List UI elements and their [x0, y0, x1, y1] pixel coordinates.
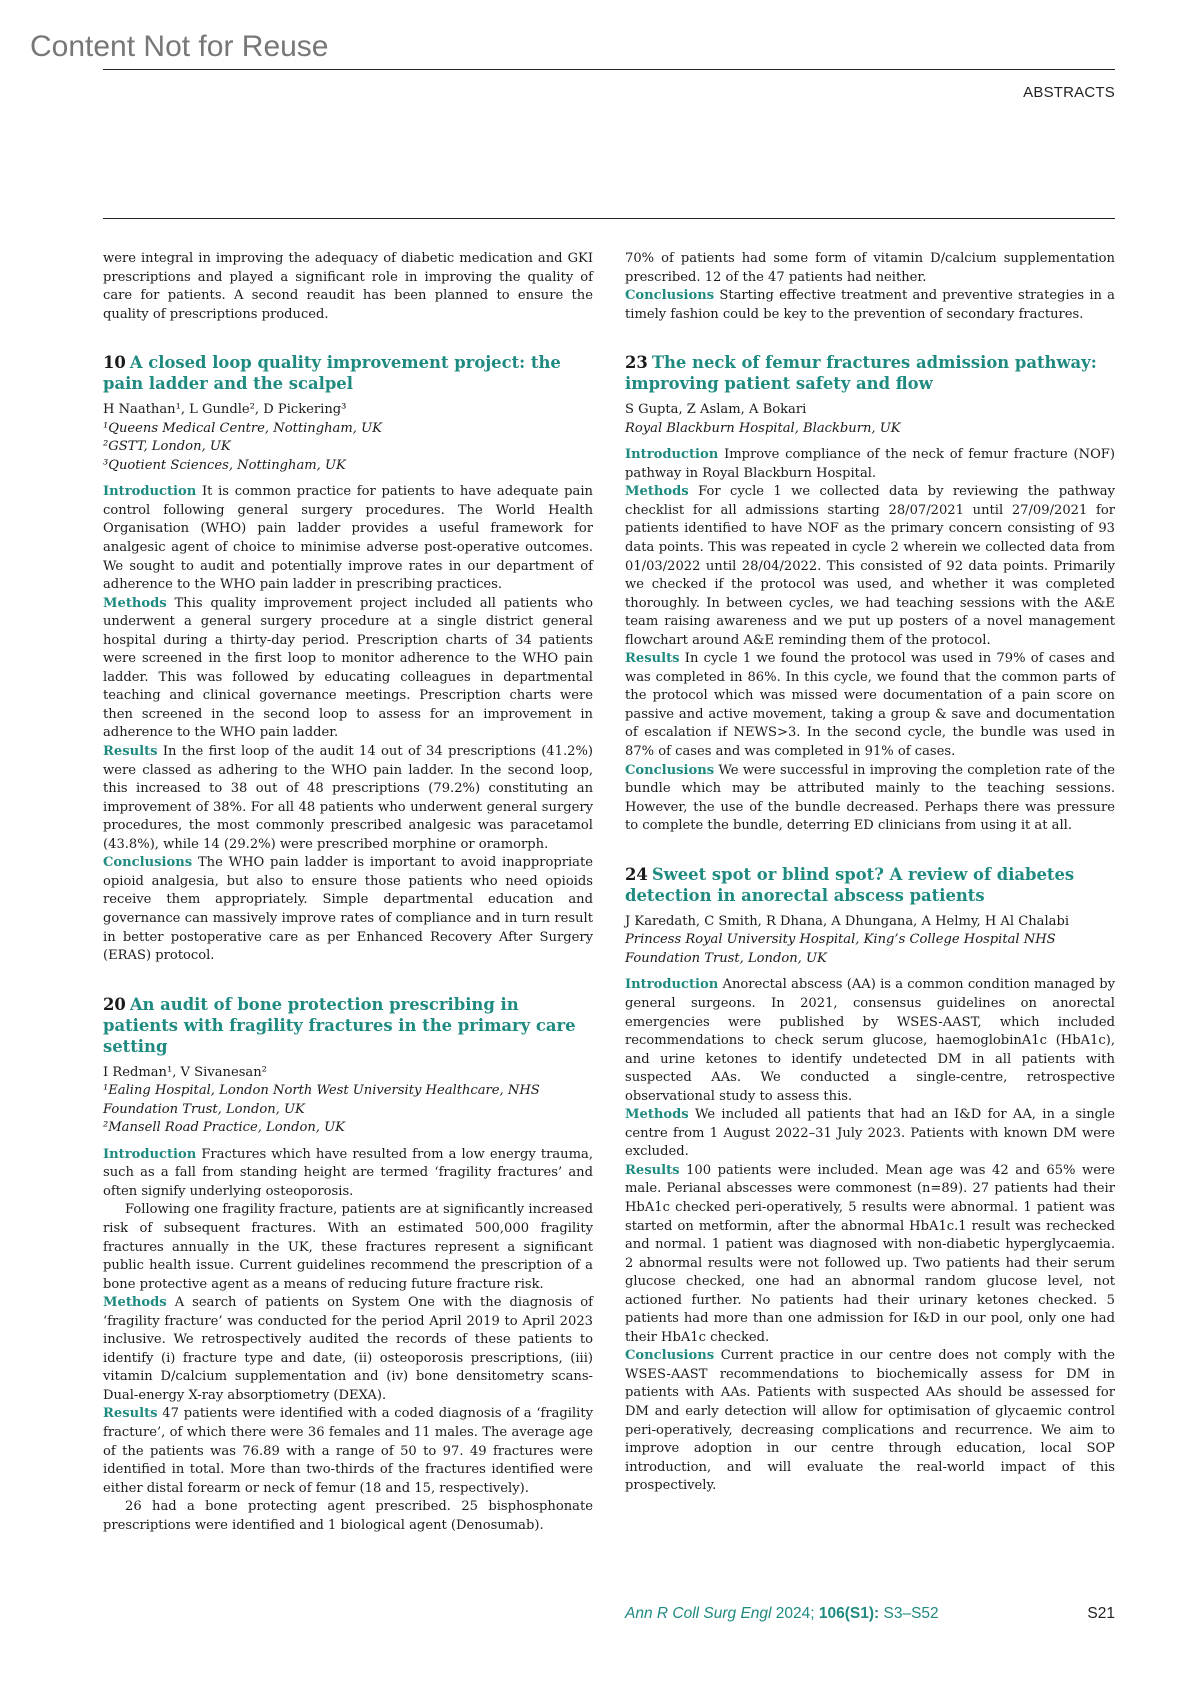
results-paragraph	[625, 1162, 1115, 1347]
conclusions-paragraph	[625, 762, 1115, 836]
section-text: We included all patients that had an I&D for AA, in a single centre from 1 August 2022–31 July 2023. Patients with known DM were excluded.	[625, 1107, 1115, 1160]
section-text: For cycle 1 we collected data by reviewing the pathway checklist for all admissions starting 28/07/2021 until 27/09/2021 for patients identified to have NOF as the primary concern consisting of 93 data points. This was repeated in cycle 2 wherein we collected data from 01/03/2022 until 28/04/2022. This consisted of 92 data points. Primarily we checked if the protocol was used, and whether it was completed thoroughly. In between cycles, we had teaching sessions with the A&E team raising awareness and we put up posters of a novel management flowchart around A&E reminding them of the protocol.	[625, 484, 1115, 648]
affiliations	[103, 1082, 593, 1138]
section-label: Introduction	[103, 1146, 197, 1162]
authors: S Gupta, Z Aslam, A Bokari	[625, 402, 807, 418]
methods-paragraph	[103, 595, 593, 743]
abstract-title	[103, 994, 593, 1057]
abstract-title-text: The neck of femur fractures admission pathway: improving patient safety and flow	[625, 353, 1097, 394]
authors: I Redman¹, V Sivanesan²	[103, 1064, 267, 1080]
abstract-title	[625, 352, 1115, 394]
methods-paragraph	[625, 1106, 1115, 1162]
section-label: Conclusions	[625, 1348, 715, 1364]
section-text: The WHO pain ladder is important to avoid inappropriate opioid analgesia, but also to ensure those patients who need opioids receive them appropriately. Simple departmental education and governance can massively improve rates of compliance and in turn result in better postoperative care as per Enhanced Recovery After Surgery (ERAS) protocol.	[103, 855, 593, 964]
section-label: Introduction	[625, 977, 719, 993]
continuation-text: were integral in improving the adequacy of diabetic medication and GKI prescriptions and played a significant role in improving the quality of care for patients. A second reaudit has been planned to ensure the quality of prescriptions produced.	[103, 251, 593, 322]
affiliations	[103, 420, 593, 476]
section-text: In cycle 1 we found the protocol was used in 79% of cases and was completed in 86%. In this cycle, we found that the common parts of the protocol which was missed were documentation of a pain score on passive and active movement, taking a group & save and documentation of escalation if NEWS>3. In the second cycle, the bundle was used in 87% of cases and was completed in 91% of cases.	[625, 651, 1115, 760]
top-rule	[103, 69, 1115, 70]
section-label: Introduction	[103, 484, 197, 500]
section-text: This quality improvement project included all patients who underwent a general surgery procedure at a single district general hospital during a thirty-day period. Prescription charts of 34 patients were screened in the first loop to monitor adherence to the WHO pain ladder. This was followed by educating colleagues in departmental teaching and clinical governance meetings. Prescription charts were then screened in the second loop to assess for an improvement in adherence to the WHO pain ladder.	[103, 595, 593, 741]
journal-name: Ann R Coll Surg Engl	[625, 1605, 772, 1622]
section-text: It is common practice for patients to have adequate pain control following general surgery procedures. The World Health Organisation (WHO) pain ladder provides a useful framework for analgesic agent of choice to minimise adverse post-operative outcomes. We sought to audit and potentially improve rates in our department of adherence to the WHO pain ladder in prescribing practices.	[103, 484, 593, 593]
abstract-10	[103, 352, 593, 965]
introduction-paragraph	[625, 446, 1115, 483]
introduction-paragraph	[625, 976, 1115, 1106]
abstract-number: 23	[625, 353, 648, 373]
affiliation: Princess Royal University Hospital, King’s College Hospital NHS Foundation Trust, London, UK	[625, 932, 1056, 966]
journal-volume: 106(S1):	[818, 1605, 880, 1622]
section-label: Results	[625, 1162, 680, 1178]
journal-year: 2024;	[771, 1605, 819, 1622]
introduction-paragraph-2: Following one fragility fracture, patients are at significantly increased risk of subsequent fractures. With an estimated 500,000 fragility fractures annually in the UK, these fractures represent a significant public health issue. Current guidelines recommend the prescription of a bone protective agent as a means of reducing future fracture risk.	[103, 1202, 593, 1292]
abstract-title-text: A closed loop quality improvement project: the pain ladder and the scalpel	[103, 353, 561, 394]
section-label: Conclusions	[103, 855, 193, 871]
section-label: Methods	[103, 595, 167, 611]
affiliations	[625, 931, 1115, 968]
abstract-24	[625, 864, 1115, 1496]
authors: H Naathan¹, L Gundle², D Pickering³	[103, 402, 347, 418]
section-text: Current practice in our centre does not comply with the WSES-AAST recommendations to biochemically assess for DM in patients with AAs. Patients with suspected AAs should be assessed for DM and early detection will allow for optimisation of glycaemic control peri-operatively, decreasing complications and recurrence. We aim to improve adoption in our centre through education, local SOP introduction, and will evaluate the real-world impact of this prospectively.	[625, 1348, 1115, 1494]
methods-paragraph	[103, 1294, 593, 1405]
header-bottom-rule	[103, 218, 1115, 219]
abstract-20	[103, 994, 593, 1536]
abstract-title	[625, 864, 1115, 906]
affiliations	[625, 420, 1115, 439]
results-paragraph	[103, 743, 593, 854]
introduction-paragraph	[103, 1146, 593, 1202]
introduction-paragraph	[103, 483, 593, 594]
section-label: Results	[103, 744, 158, 760]
abstract-title	[103, 352, 593, 394]
affiliation: ¹Ealing Hospital, London North West University Healthcare, NHS Foundation Trust, London, UK	[103, 1083, 540, 1117]
section-label: Introduction	[625, 447, 719, 463]
abstract-title-text: Sweet spot or blind spot? A review of diabetes detection in anorectal abscess patients	[625, 864, 1075, 905]
section-label: Conclusions	[625, 288, 715, 304]
abstract-number: 10	[103, 353, 126, 373]
section-text: 47 patients were identified with a coded diagnosis of a ‘fragility fracture’, of which there were 36 females and 11 males. The average age of the patients was 76.89 with a range of 50 to 97. 49 fractures were identified in total. More than two-thirds of the fractures identified were either distal forearm or neck of femur (18 and 15, respectively).	[103, 1406, 593, 1496]
authors: J Karedath, C Smith, R Dhana, A Dhungana, A Helmy, H Al Chalabi	[625, 913, 1070, 929]
affiliation: ¹Queens Medical Centre, Nottingham, UK	[103, 420, 382, 436]
page-number: S21	[1087, 1605, 1115, 1622]
section-text: Starting effective treatment and preventive strategies in a timely fashion could be key to the prevention of secondary fractures.	[625, 288, 1115, 322]
affiliation: ²Mansell Road Practice, London, UK	[103, 1120, 345, 1136]
abstract-23	[625, 352, 1115, 836]
section-label: Results	[625, 651, 680, 667]
section-text: Anorectal abscess (AA) is a common condition managed by general surgeons. In 2021, consensus guidelines on anorectal emergencies were published by WSES-AAST, which included recommendations to check serum glucose, haemoglobinA1c (HbA1c), and urine ketones to identify undetected DM in all patients with suspected AAs. We conducted a single-centre, retrospective observational study to assess this.	[625, 977, 1115, 1104]
section-label: Methods	[103, 1295, 167, 1311]
results-paragraph	[625, 650, 1115, 761]
section-label: Conclusions	[625, 762, 715, 778]
right-column	[625, 250, 1115, 1496]
methods-paragraph	[625, 483, 1115, 650]
results-paragraph-2: 26 had a bone protecting agent prescribed. 25 bisphosphonate prescriptions were identified and 1 biological agent (Denosumab).	[103, 1499, 593, 1533]
continuation-text: 70% of patients had some form of vitamin D/calcium supplementation prescribed. 12 of the 47 patients had neither.	[625, 251, 1115, 285]
section-text: We were successful in improving the completion rate of the bundle which may be attributed mainly to the teaching sessions. However, the use of the bundle decreased. Perhaps there was pressure to complete the bundle, deterring ED clinicians from using it at all.	[625, 762, 1115, 834]
abstract-number: 20	[103, 994, 126, 1014]
abstract-number: 24	[625, 864, 648, 884]
section-label: Results	[103, 1406, 158, 1422]
continuation-conclusions	[625, 287, 1115, 324]
conclusions-paragraph	[625, 1347, 1115, 1495]
conclusions-paragraph	[103, 854, 593, 965]
section-label: Methods	[625, 484, 689, 500]
affiliation: Royal Blackburn Hospital, Blackburn, UK	[625, 420, 901, 436]
section-label: Methods	[625, 1107, 689, 1123]
section-text: 100 patients were included. Mean age was 42 and 65% were male. Perianal abscesses were commonest (n=89). 27 patients had their HbA1c checked peri-operatively, 5 results were abnormal. 1 patient was started on metformin, after the abnormal HbA1c.1 result was rechecked and normal. 1 patient was diagnosed with non-diabetic hyperglycaemia. 2 abnormal results were not followed up. Two patients had their serum glucose checked, one had an abnormal random glucose level, not actioned further. No patients had their urinary ketones checked. 5 patients had more than one admission for I&D in our pool, only one had their HbA1c checked.	[625, 1162, 1115, 1345]
affiliation: ²GSTT, London, UK	[103, 439, 231, 455]
results-paragraph	[103, 1405, 593, 1498]
journal-pages: S3–S52	[879, 1605, 939, 1622]
section-text: In the first loop of the audit 14 out of 34 prescriptions (41.2%) were classed as adhering to the WHO pain ladder. In the second loop, this increased to 38 out of 48 prescriptions (79.2%) constituting an improvement of 38%. For all 48 patients who underwent general surgery procedures, the most commonly prescribed analgesic was paracetamol (43.8%), while 14 (29.2%) were prescribed morphine or oramorph.	[103, 744, 594, 852]
abstract-title-text: An audit of bone protection prescribing in patients with fragility fractures in the primary care setting	[103, 994, 576, 1056]
section-text: A search of patients on System One with the diagnosis of ‘fragility fracture’ was conducted for the period April 2019 to April 2023 inclusive. We retrospectively audited the records of these patients to identify (i) fracture type and date, (ii) osteoporosis prescriptions, (iii) vitamin D/calcium supplementation and (iv) bone densitometry scans- Dual-energy X-ray absorptiometry (DEXA).	[103, 1295, 593, 1403]
journal-citation	[625, 1605, 939, 1623]
left-column	[103, 250, 593, 1535]
affiliation: ³Quotient Sciences, Nottingham, UK	[103, 457, 346, 473]
section-text: Improve compliance of the neck of femur fracture (NOF) pathway in Royal Blackburn Hospital.	[625, 447, 1115, 481]
section-text: Fractures which have resulted from a low energy trauma, such as a fall from standing height are termed ‘fragility fractures’ and often signify underlying osteoporosis.	[103, 1146, 593, 1199]
watermark: Content Not for Reuse	[30, 30, 329, 63]
running-head: ABSTRACTS	[1023, 84, 1115, 101]
